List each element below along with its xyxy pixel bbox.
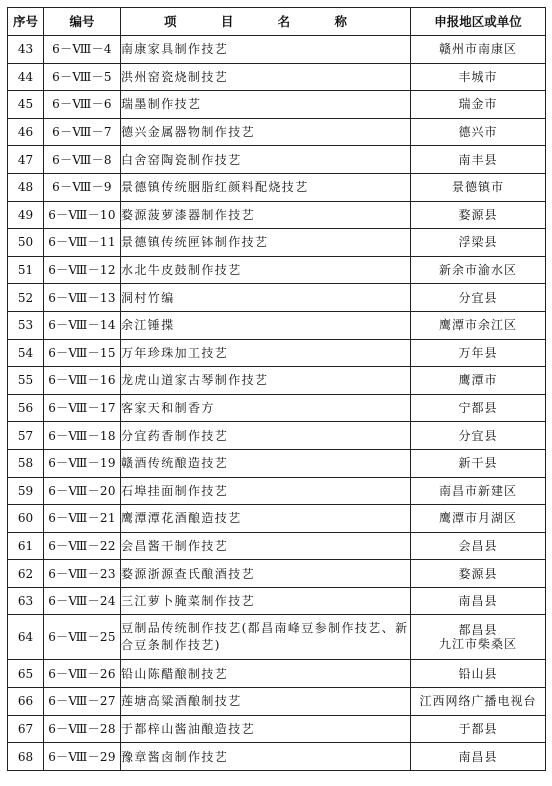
region-line: 瑞金市 [458,97,498,112]
table-body [8,36,546,771]
row-region [411,118,546,146]
row-region [411,173,546,201]
row-region [411,146,546,174]
region-line: 婺源县 [458,207,498,222]
region-line: 景德镇市 [451,180,504,195]
row-seq: 43 [8,36,44,64]
row-code: 6－Ⅷ－9 [44,173,121,201]
region-line: 赣州市南康区 [438,42,517,57]
region-line: 婺源县 [458,566,498,581]
row-code: 6－Ⅷ－8 [44,146,121,174]
region-line: 南昌县 [458,749,498,764]
row-code: 6－Ⅷ－6 [44,91,121,119]
row-code: 6－Ⅷ－22 [44,532,121,560]
row-code: 6－Ⅷ－5 [44,63,121,91]
row-seq: 46 [8,118,44,146]
row-region [411,587,546,615]
region-line: 于都县 [458,721,498,736]
row-project-name: 赣酒传统酿造技艺 [121,449,411,477]
row-seq: 54 [8,339,44,367]
row-seq: 47 [8,146,44,174]
row-seq: 64 [8,615,44,660]
table-row [8,715,546,743]
region-line: 万年县 [458,345,498,360]
row-project-name: 水北牛皮鼓制作技艺 [121,256,411,284]
row-project-name: 洞村竹编 [121,284,411,312]
row-seq: 55 [8,367,44,395]
row-code: 6－Ⅷ－18 [44,422,121,450]
row-code: 6－Ⅷ－14 [44,311,121,339]
row-region [411,339,546,367]
row-code: 6－Ⅷ－21 [44,505,121,533]
region-line: 南昌县 [458,594,498,609]
table-row [8,560,546,588]
row-seq: 48 [8,173,44,201]
row-seq: 65 [8,660,44,688]
table-row [8,532,546,560]
table-row [8,688,546,716]
row-code: 6－Ⅷ－4 [44,36,121,64]
region-line: 分宜县 [458,290,498,305]
row-project-name: 鹰潭潭花酒酿造技艺 [121,505,411,533]
table-row [8,505,546,533]
region-line: 新干县 [458,456,498,471]
row-seq: 50 [8,229,44,257]
table-row [8,743,546,771]
row-project-name: 白舍窑陶瓷制作技艺 [121,146,411,174]
row-project-name: 景德镇传统胭脂红颜料配烧技艺 [121,173,411,201]
row-project-name: 于都梓山酱油酿造技艺 [121,715,411,743]
row-region [411,229,546,257]
row-seq: 45 [8,91,44,119]
row-project-name: 三江萝卜腌菜制作技艺 [121,587,411,615]
table-row [8,256,546,284]
row-code: 6－Ⅷ－29 [44,743,121,771]
table-row [8,339,546,367]
row-project-name: 会昌酱干制作技艺 [121,532,411,560]
row-seq: 67 [8,715,44,743]
row-region [411,36,546,64]
row-region [411,394,546,422]
row-code: 6－Ⅷ－23 [44,560,121,588]
row-project-name: 万年珍珠加工技艺 [121,339,411,367]
row-seq: 49 [8,201,44,229]
table-row [8,201,546,229]
row-project-name: 南康家具制作技艺 [121,36,411,64]
row-seq: 66 [8,688,44,716]
table-row [8,36,546,64]
row-code: 6－Ⅷ－10 [44,201,121,229]
row-region [411,660,546,688]
row-seq: 53 [8,311,44,339]
row-seq: 68 [8,743,44,771]
row-project-name: 婺源菠萝漆器制作技艺 [121,201,411,229]
row-project-name: 景德镇传统匣钵制作技艺 [121,229,411,257]
table-row [8,91,546,119]
region-line: 南丰县 [458,152,498,167]
row-region [411,477,546,505]
table-row [8,229,546,257]
row-region [411,256,546,284]
region-line: 都昌县 [458,623,498,638]
row-code: 6－Ⅷ－13 [44,284,121,312]
row-project-name: 铅山陈醋酿制技艺 [121,660,411,688]
region-line: 新余市渝水区 [438,263,517,278]
header-region: 申报地区或单位 [411,8,546,36]
row-project-name: 分宜药香制作技艺 [121,422,411,450]
table-row [8,63,546,91]
row-code: 6－Ⅷ－27 [44,688,121,716]
row-region [411,532,546,560]
row-region [411,560,546,588]
row-region [411,715,546,743]
region-line: 会昌县 [458,538,498,553]
row-seq: 63 [8,587,44,615]
row-seq: 59 [8,477,44,505]
header-seq: 序号 [8,8,44,36]
table-row [8,587,546,615]
row-seq: 44 [8,63,44,91]
region-line: 德兴市 [458,125,498,140]
row-region [411,505,546,533]
row-project-name: 莲塘高粱酒酿制技艺 [121,688,411,716]
row-code: 6－Ⅷ－19 [44,449,121,477]
row-project-name: 龙虎山道家古琴制作技艺 [121,367,411,395]
row-project-name: 德兴金属器物制作技艺 [121,118,411,146]
row-region [411,743,546,771]
header-project-name: 项 目 名 称 [121,8,411,36]
row-seq: 61 [8,532,44,560]
row-project-name: 瑞墨制作技艺 [121,91,411,119]
row-project-name: 洪州窑瓷烧制技艺 [121,63,411,91]
header-code: 编号 [44,8,121,36]
region-line: 浮梁县 [458,235,498,250]
row-seq: 62 [8,560,44,588]
row-code: 6－Ⅷ－26 [44,660,121,688]
region-line: 分宜县 [458,428,498,443]
row-region [411,688,546,716]
row-seq: 51 [8,256,44,284]
region-line: 江西网络广播电视台 [419,694,537,709]
row-project-name: 婺源浙源查氏酿酒技艺 [121,560,411,588]
row-seq: 56 [8,394,44,422]
heritage-project-table [7,7,546,771]
table-row [8,173,546,201]
table-row [8,311,546,339]
row-seq: 58 [8,449,44,477]
row-project-name: 客家天和制香方 [121,394,411,422]
region-line: 丰城市 [458,69,498,84]
region-line: 九江市柴桑区 [438,637,517,652]
row-seq: 60 [8,505,44,533]
row-code: 6－Ⅷ－24 [44,587,121,615]
table-row [8,615,546,660]
table-row [8,284,546,312]
row-code: 6－Ⅷ－20 [44,477,121,505]
table-row [8,422,546,450]
region-line: 鹰潭市 [458,373,498,388]
row-region [411,91,546,119]
table-row [8,477,546,505]
region-line: 铅山县 [458,666,498,681]
row-code: 6－Ⅷ－17 [44,394,121,422]
row-code: 6－Ⅷ－11 [44,229,121,257]
row-code: 6－Ⅷ－25 [44,615,121,660]
region-line: 鹰潭市月湖区 [438,511,517,526]
row-project-name: 余江锤揲 [121,311,411,339]
row-project-name: 豫章酱卤制作技艺 [121,743,411,771]
row-project-name: 石埠挂面制作技艺 [121,477,411,505]
row-code: 6－Ⅷ－16 [44,367,121,395]
row-region [411,284,546,312]
row-region [411,311,546,339]
row-region [411,422,546,450]
row-code: 6－Ⅷ－7 [44,118,121,146]
table-header-row [8,8,546,36]
row-code: 6－Ⅷ－28 [44,715,121,743]
row-region [411,449,546,477]
table-row [8,118,546,146]
table-row [8,660,546,688]
row-seq: 57 [8,422,44,450]
table-row [8,146,546,174]
table-row [8,367,546,395]
row-region [411,201,546,229]
row-region [411,367,546,395]
row-project-name: 豆制品传统制作技艺(都昌南峰豆参制作技艺、新合豆条制作技艺) [121,615,411,660]
row-code: 6－Ⅷ－15 [44,339,121,367]
row-code: 6－Ⅷ－12 [44,256,121,284]
row-seq: 52 [8,284,44,312]
region-line: 南昌市新建区 [438,483,517,498]
region-line: 鹰潭市余江区 [438,318,517,333]
row-region [411,615,546,660]
table-row [8,449,546,477]
region-line: 宁都县 [458,401,498,416]
table-row [8,394,546,422]
row-region [411,63,546,91]
